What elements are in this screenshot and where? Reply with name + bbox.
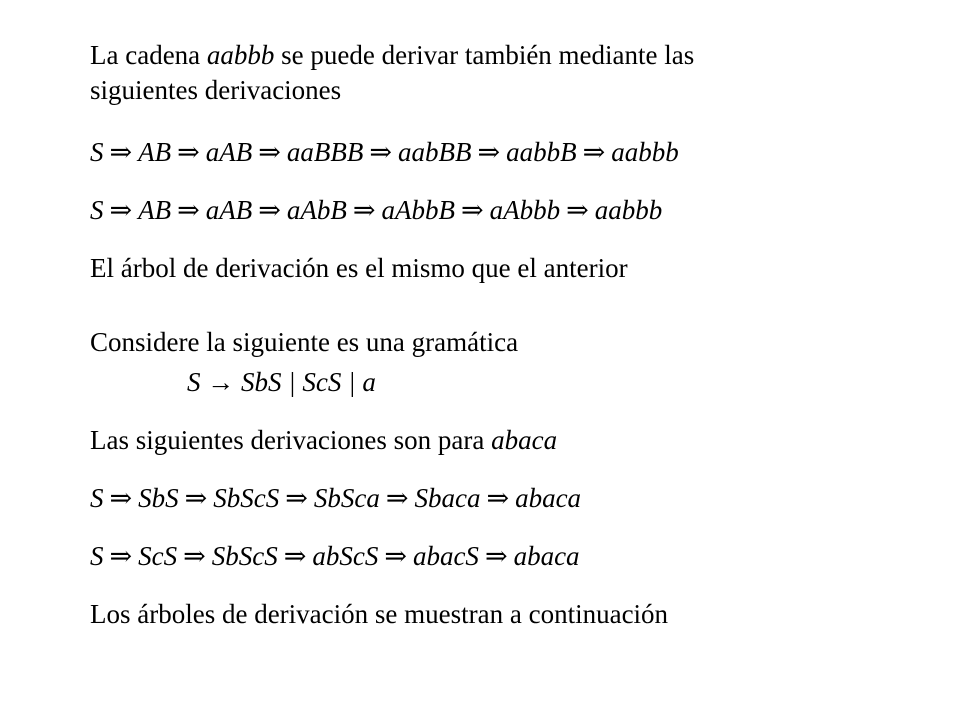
derivation-step: aAB [205,195,253,225]
derivation-step: aabbb [611,137,679,167]
derives-arrow: ⇒ [566,195,589,225]
derivation-2 [90,193,662,227]
closing-note: Los árboles de derivación se muestran a continuación [90,599,669,629]
derivation-step: AB [138,137,172,167]
grammar-intro: Considere la siguiente es una gramática [90,327,519,357]
derivation-step: abaca [515,483,582,513]
derivation-step: ScS [138,541,178,571]
derives-arrow: ⇒ [461,195,484,225]
derivation-step: S [90,483,104,513]
derivation-step: aAbB [286,195,347,225]
derivation-step: aabbb [594,195,663,225]
derives-arrow: ⇒ [369,137,392,167]
derives-arrow: ⇒ [477,137,501,167]
derivation-step: aAB [205,137,253,167]
derivation-step: SbScS [211,541,278,571]
derivation-step: abScS [312,541,379,571]
derives-arrow: ⇒ [484,541,508,571]
intro-text-end: se puede derivar también mediante las [274,40,695,70]
abaca-string: abaca [491,425,558,455]
derivation-step: aAbbB [381,195,455,225]
grammar-rule: S → SbS | ScS | a [187,367,376,397]
derivation-step: aAbbb [489,195,561,225]
derivation-1 [90,135,679,169]
intro-text: La cadena [90,40,207,70]
derivation-4 [90,539,580,573]
derives-arrow: ⇒ [582,137,606,167]
derives-arrow: ⇒ [109,483,133,513]
derivation-step: aabBB [397,137,472,167]
derives-arrow: ⇒ [109,195,133,225]
abaca-intro-text: Las siguientes derivaciones son para [90,425,492,455]
derives-arrow: ⇒ [283,541,307,571]
derivation-step: AB [138,195,172,225]
derives-arrow: ⇒ [486,483,510,513]
derivation-step: SbSca [313,483,380,513]
intro-line-1 [90,38,694,72]
derivation-step: S [90,541,104,571]
derives-arrow: ⇒ [285,483,308,513]
derivation-step: SbScS [213,483,280,513]
derives-arrow: ⇒ [258,195,281,225]
derives-arrow: ⇒ [352,195,376,225]
intro-line-2: siguientes derivaciones [90,75,342,105]
abaca-intro [90,423,557,457]
derivation-step: Sbaca [414,483,481,513]
derivation-step: SbS [138,483,179,513]
derivation-3 [90,481,581,515]
derives-arrow: ⇒ [183,541,206,571]
derivation-step: S [90,195,104,225]
derivation-step: S [90,137,104,167]
derives-arrow: ⇒ [384,541,407,571]
derives-arrow: ⇒ [258,137,281,167]
derivation-step: abacS [412,541,479,571]
derives-arrow: ⇒ [177,137,200,167]
derives-arrow: ⇒ [177,195,200,225]
derives-arrow: ⇒ [109,541,133,571]
derives-arrow: ⇒ [184,483,208,513]
derives-arrow: ⇒ [109,137,133,167]
derivation-step: abaca [513,541,580,571]
derivation-step: aabbB [506,137,577,167]
intro-string: aabbb [206,40,275,70]
derives-arrow: ⇒ [385,483,409,513]
tree-note: El árbol de derivación es el mismo que el anterior [90,253,628,283]
derivation-step: aaBBB [286,137,364,167]
